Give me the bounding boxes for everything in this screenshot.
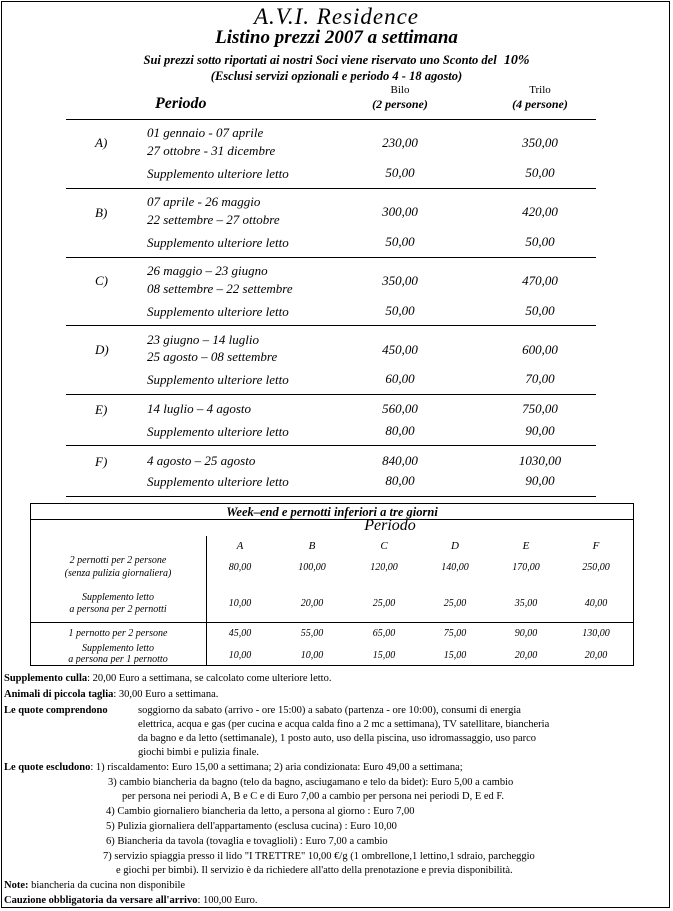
escludono-line: 5) Pulizia giornaliera dell'appartamento (esclusa cucina) : Euro 10,00 <box>106 821 397 832</box>
weekend-row-label: Supplemento letto <box>82 592 154 603</box>
bilo-header: Bilo <box>390 84 410 96</box>
weekend-cell: 130,00 <box>582 628 610 639</box>
separator <box>66 325 596 326</box>
period-dates: 01 gennaio - 07 aprile <box>147 125 264 140</box>
period-label: B) <box>95 205 108 220</box>
bilo-supplement: 50,00 <box>385 234 415 249</box>
weekend-col-header: D <box>451 540 459 552</box>
weekend-cell: 35,00 <box>514 598 538 609</box>
bilo-supplement: 80,00 <box>385 423 415 438</box>
trilo-supplement: 90,00 <box>525 423 555 438</box>
weekend-cell: 100,00 <box>298 562 326 573</box>
bilo-supplement: 80,00 <box>385 473 415 488</box>
weekend-cell: 15,00 <box>372 650 396 661</box>
trilo-price: 420,00 <box>522 204 558 219</box>
separator <box>66 445 596 446</box>
period-label: E) <box>95 402 108 417</box>
page-title: A.V.I. Residence <box>253 4 420 29</box>
note-text: biancheria da cucina non disponibile <box>28 880 186 891</box>
escludono-line: per persona nei periodi A, B e C e di Euro 7,00 a cambio per persona nei periodi D, E ed F. <box>122 791 505 802</box>
discount-line <box>0 53 673 69</box>
separator <box>66 394 596 395</box>
animali-label: Animali di piccola taglia <box>4 689 114 700</box>
weekend-title-bold: Week–end <box>226 505 279 519</box>
period-dates: 07 aprile - 26 maggio <box>147 194 261 209</box>
escludono-line: 7) servizio spiaggia presso il lido "I TRETTRE" 10,00 €/g (1 ombrellone,1 lettino,1 sdraio, parcheggio <box>103 851 535 862</box>
supplement-label: Supplemento ulteriore letto <box>147 235 289 250</box>
weekend-cell: 55,00 <box>300 628 324 639</box>
period-label: C) <box>95 273 108 288</box>
weekend-row-label: a persona per 2 pernotti <box>69 604 167 615</box>
escludono-note <box>4 761 463 774</box>
separator <box>66 257 596 258</box>
cauzione-line <box>4 894 258 907</box>
bilo-supplement: 60,00 <box>385 371 415 386</box>
weekend-row-label: 1 pernotto per 2 persone <box>68 628 168 639</box>
weekend-cell: 10,00 <box>228 650 252 661</box>
trilo-supplement: 90,00 <box>525 473 555 488</box>
trilo-supplement: 50,00 <box>525 303 555 318</box>
trilo-price: 750,00 <box>522 401 558 416</box>
trilo-price: 470,00 <box>522 273 558 288</box>
trilo-supplement: 70,00 <box>525 371 555 386</box>
bilo-price: 350,00 <box>382 273 418 288</box>
exclusion-line: (Esclusi servizi opzionali e periodo 4 - 18 agosto) <box>210 69 463 83</box>
period-dates: 4 agosto – 25 agosto <box>147 453 256 468</box>
weekend-cell: 20,00 <box>300 598 324 609</box>
bilo-supplement: 50,00 <box>385 303 415 318</box>
weekend-cell: 20,00 <box>514 650 538 661</box>
comprendono-label: Le quote comprendono <box>4 705 108 716</box>
weekend-label-divider <box>206 536 207 666</box>
weekend-cell: 65,00 <box>372 628 396 639</box>
comprendono-line: da bagno e da letto (settimanale), 1 posto auto, uso della piscina, uso idromassaggio, uso parco <box>138 733 537 744</box>
note-line <box>4 879 185 892</box>
period-label: D) <box>95 342 109 357</box>
supplement-label: Supplemento ulteriore letto <box>147 424 289 439</box>
weekend-cell: 15,00 <box>443 650 467 661</box>
period-dates: 14 luglio – 4 agosto <box>147 401 252 416</box>
trilo-price: 350,00 <box>522 135 558 150</box>
period-dates: 22 settembre – 27 ottobre <box>147 212 280 227</box>
weekend-col-header: F <box>592 540 600 552</box>
weekend-col-header: C <box>380 540 388 552</box>
weekend-cell: 25,00 <box>443 598 467 609</box>
comprendono-line: giochi bimbi e pulizia finale. <box>138 747 260 758</box>
bilo-people-header: (2 persone) <box>372 97 428 111</box>
weekend-row-rule <box>30 622 634 623</box>
weekend-cell: 140,00 <box>441 562 469 573</box>
escludono-line: 3) cambio biancheria da bagno (telo da bagno, asciugamano e telo da bidet): Euro 5,00 a cambio <box>108 777 514 788</box>
escludono-first: : 1) riscaldamento: Euro 15,00 a settimana; 2) aria condizionata: Euro 49,00 a settimana; <box>90 762 463 773</box>
period-dates: 25 agosto – 08 settembre <box>147 349 278 364</box>
cauzione-label: Cauzione obbligatoria da versare all'arrivo <box>4 895 198 906</box>
trilo-supplement: 50,00 <box>525 165 555 180</box>
bilo-price: 230,00 <box>382 135 418 150</box>
weekend-row-label: (senza pulizia giornaliera) <box>64 568 172 579</box>
cauzione-text: : 100,00 Euro. <box>197 895 258 906</box>
trilo-header: Trilo <box>529 84 551 96</box>
weekend-row-label: 2 pernotti per 2 persone <box>69 555 167 566</box>
period-label: F) <box>95 454 108 469</box>
period-label: A) <box>95 135 108 150</box>
bilo-price: 450,00 <box>382 342 418 357</box>
separator <box>66 496 596 497</box>
trilo-people-header: (4 persone) <box>512 97 568 111</box>
animali-note <box>4 688 218 701</box>
escludono-line: e giochi per bimbi). Il servizio è da richiedere all'atto della prenotazione e previa disponibilità. <box>116 865 513 876</box>
supplement-label: Supplemento ulteriore letto <box>147 304 289 319</box>
weekend-cell: 75,00 <box>443 628 467 639</box>
weekend-col-header: E <box>522 540 530 552</box>
weekend-row-label: Supplemento letto <box>82 643 154 654</box>
separator <box>66 188 596 189</box>
culla-label: Supplemento culla <box>4 673 88 684</box>
weekend-cell: 20,00 <box>584 650 608 661</box>
bilo-price: 840,00 <box>382 453 418 468</box>
weekend-cell: 80,00 <box>228 562 252 573</box>
period-dates: 26 maggio – 23 giugno <box>147 263 268 278</box>
weekend-cell: 10,00 <box>228 598 252 609</box>
bilo-price: 300,00 <box>382 204 418 219</box>
period-dates: 08 settembre – 22 settembre <box>147 281 293 296</box>
period-dates: 23 giugno – 14 luglio <box>147 332 259 347</box>
bilo-supplement: 50,00 <box>385 165 415 180</box>
page-subtitle: Listino prezzi 2007 a settimana <box>215 27 458 48</box>
weekend-cell: 120,00 <box>370 562 398 573</box>
escludono-line: 6) Biancheria da tavola (tovaglia e tovaglioli) : Euro 7,00 a cambio <box>106 836 388 847</box>
comprendono-line: elettrica, acqua e gas (per cucina e acqua calda fino a 2 mc a settimana), TV satellitare, biancheria <box>138 719 550 730</box>
supplement-label: Supplemento ulteriore letto <box>147 166 289 181</box>
trilo-price: 600,00 <box>522 342 558 357</box>
discount-value: 10% <box>503 53 530 68</box>
weekend-cell: 90,00 <box>514 628 538 639</box>
note-label: Note: <box>4 880 29 891</box>
culla-text: : 20,00 Euro a settimana, se calcolato come ulteriore letto. <box>87 673 332 684</box>
discount-text: Sui prezzi sotto riportati ai nostri Soci viene riservato uno Sconto del <box>143 53 497 67</box>
period-dates: 27 ottobre - 31 dicembre <box>147 143 276 158</box>
comprendono-line: soggiorno da sabato (arrivo - ore 15:00) a sabato (partenza - ore 10:00), consumi di energia <box>138 705 521 716</box>
weekend-cell: 10,00 <box>300 650 324 661</box>
escludono-label: Le quote escludono <box>4 762 91 773</box>
supplement-label: Supplemento ulteriore letto <box>147 474 289 489</box>
weekend-cell: 170,00 <box>512 562 540 573</box>
bilo-price: 560,00 <box>382 401 418 416</box>
escludono-line: 4) Cambio giornaliero biancheria da letto, a persona al giorno : Euro 7,00 <box>106 806 415 817</box>
trilo-supplement: 50,00 <box>525 234 555 249</box>
trilo-price: 1030,00 <box>518 453 562 468</box>
separator <box>66 119 596 120</box>
weekend-cell: 250,00 <box>582 562 610 573</box>
weekend-title-rest: e pernotti inferiori a tre giorni <box>281 505 438 519</box>
weekend-row-label: a persona per 1 pernotto <box>68 654 168 664</box>
animali-text: : 30,00 Euro a settimana. <box>113 689 219 700</box>
culla-note <box>4 672 331 685</box>
supplement-label: Supplemento ulteriore letto <box>147 372 289 387</box>
weekend-periodo-header: Periodo <box>364 517 416 534</box>
weekend-col-header: A <box>236 540 244 552</box>
weekend-cell: 25,00 <box>372 598 396 609</box>
weekend-col-header: B <box>308 540 316 552</box>
weekend-cell: 45,00 <box>228 628 252 639</box>
weekend-cell: 40,00 <box>584 598 608 609</box>
periodo-header: Periodo <box>155 95 207 112</box>
